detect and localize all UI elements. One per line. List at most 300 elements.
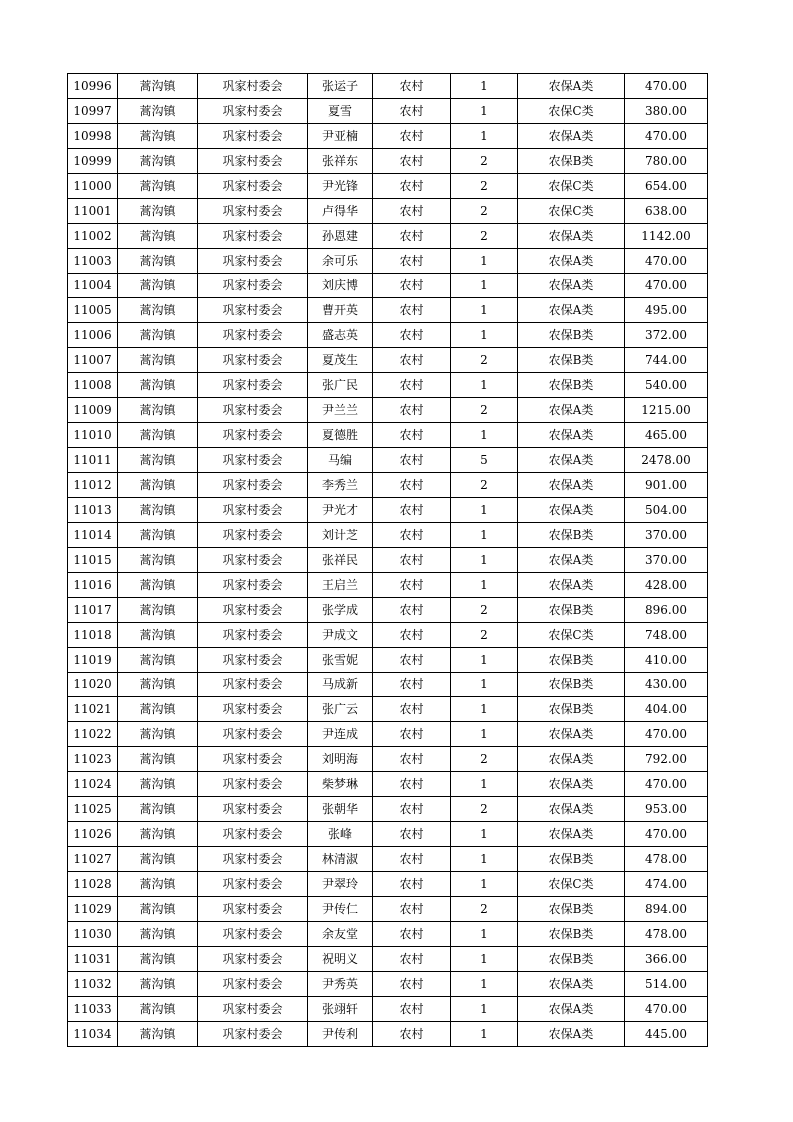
village-cell: 巩家村委会 — [198, 198, 308, 223]
amount-cell: 474.00 — [625, 872, 708, 897]
household-size-cell: 1 — [451, 996, 518, 1021]
amount-cell: 748.00 — [625, 622, 708, 647]
insurance-category-cell: 农保A类 — [518, 572, 625, 597]
amount-cell: 470.00 — [625, 822, 708, 847]
insurance-category-cell: 农保B类 — [518, 847, 625, 872]
area-type-cell: 农村 — [373, 348, 451, 373]
amount-cell: 430.00 — [625, 672, 708, 697]
town-cell: 蒿沟镇 — [118, 971, 198, 996]
name-cell: 张翊轩 — [308, 996, 373, 1021]
area-type-cell: 农村 — [373, 872, 451, 897]
insurance-category-cell: 农保C类 — [518, 198, 625, 223]
village-cell: 巩家村委会 — [198, 173, 308, 198]
name-cell: 尹光才 — [308, 497, 373, 522]
table-row — [68, 173, 708, 198]
name-cell: 刘庆博 — [308, 273, 373, 298]
town-cell: 蒿沟镇 — [118, 497, 198, 522]
table-row — [68, 348, 708, 373]
row-number-cell: 11020 — [68, 672, 118, 697]
village-cell: 巩家村委会 — [198, 772, 308, 797]
table-row — [68, 98, 708, 123]
amount-cell: 470.00 — [625, 248, 708, 273]
village-cell: 巩家村委会 — [198, 98, 308, 123]
table-row — [68, 423, 708, 448]
household-size-cell: 1 — [451, 572, 518, 597]
insurance-category-cell: 农保B类 — [518, 672, 625, 697]
area-type-cell: 农村 — [373, 996, 451, 1021]
insurance-category-cell: 农保B类 — [518, 647, 625, 672]
town-cell: 蒿沟镇 — [118, 822, 198, 847]
household-size-cell: 1 — [451, 298, 518, 323]
amount-cell: 1142.00 — [625, 223, 708, 248]
town-cell: 蒿沟镇 — [118, 797, 198, 822]
table-row — [68, 273, 708, 298]
household-size-cell: 2 — [451, 173, 518, 198]
town-cell: 蒿沟镇 — [118, 423, 198, 448]
name-cell: 张祥东 — [308, 148, 373, 173]
insurance-category-cell: 农保A类 — [518, 772, 625, 797]
area-type-cell: 农村 — [373, 847, 451, 872]
row-number-cell: 11012 — [68, 473, 118, 498]
row-number-cell: 11019 — [68, 647, 118, 672]
town-cell: 蒿沟镇 — [118, 373, 198, 398]
household-size-cell: 1 — [451, 74, 518, 99]
name-cell: 马编 — [308, 448, 373, 473]
area-type-cell: 农村 — [373, 497, 451, 522]
name-cell: 夏茂生 — [308, 348, 373, 373]
town-cell: 蒿沟镇 — [118, 298, 198, 323]
amount-cell: 470.00 — [625, 123, 708, 148]
amount-cell: 478.00 — [625, 921, 708, 946]
name-cell: 尹亚楠 — [308, 123, 373, 148]
table-row — [68, 872, 708, 897]
amount-cell: 495.00 — [625, 298, 708, 323]
table-row — [68, 74, 708, 99]
table-row — [68, 946, 708, 971]
village-cell: 巩家村委会 — [198, 996, 308, 1021]
table-row — [68, 747, 708, 772]
name-cell: 柴梦琳 — [308, 772, 373, 797]
row-number-cell: 11022 — [68, 722, 118, 747]
area-type-cell: 农村 — [373, 722, 451, 747]
row-number-cell: 11021 — [68, 697, 118, 722]
area-type-cell: 农村 — [373, 971, 451, 996]
row-number-cell: 11018 — [68, 622, 118, 647]
table-row — [68, 622, 708, 647]
insurance-category-cell: 农保A类 — [518, 971, 625, 996]
area-type-cell: 农村 — [373, 946, 451, 971]
area-type-cell: 农村 — [373, 223, 451, 248]
household-size-cell: 1 — [451, 1021, 518, 1046]
row-number-cell: 11005 — [68, 298, 118, 323]
town-cell: 蒿沟镇 — [118, 323, 198, 348]
name-cell: 张运子 — [308, 74, 373, 99]
row-number-cell: 11001 — [68, 198, 118, 223]
table-row — [68, 323, 708, 348]
table-row — [68, 522, 708, 547]
household-size-cell: 2 — [451, 896, 518, 921]
name-cell: 尹连成 — [308, 722, 373, 747]
row-number-cell: 11004 — [68, 273, 118, 298]
household-size-cell: 1 — [451, 497, 518, 522]
area-type-cell: 农村 — [373, 148, 451, 173]
name-cell: 盛志英 — [308, 323, 373, 348]
village-cell: 巩家村委会 — [198, 946, 308, 971]
household-size-cell: 5 — [451, 448, 518, 473]
insurance-category-cell: 农保B类 — [518, 597, 625, 622]
table-row — [68, 597, 708, 622]
household-size-cell: 2 — [451, 597, 518, 622]
table-row — [68, 847, 708, 872]
area-type-cell: 农村 — [373, 323, 451, 348]
row-number-cell: 11015 — [68, 547, 118, 572]
name-cell: 王启兰 — [308, 572, 373, 597]
area-type-cell: 农村 — [373, 123, 451, 148]
village-cell: 巩家村委会 — [198, 298, 308, 323]
area-type-cell: 农村 — [373, 398, 451, 423]
insurance-category-cell: 农保A类 — [518, 473, 625, 498]
amount-cell: 896.00 — [625, 597, 708, 622]
table-row — [68, 1021, 708, 1046]
village-cell: 巩家村委会 — [198, 872, 308, 897]
amount-cell: 470.00 — [625, 722, 708, 747]
village-cell: 巩家村委会 — [198, 896, 308, 921]
row-number-cell: 11017 — [68, 597, 118, 622]
household-size-cell: 1 — [451, 697, 518, 722]
row-number-cell: 11031 — [68, 946, 118, 971]
village-cell: 巩家村委会 — [198, 522, 308, 547]
amount-cell: 792.00 — [625, 747, 708, 772]
name-cell: 余可乐 — [308, 248, 373, 273]
amount-cell: 370.00 — [625, 522, 708, 547]
household-size-cell: 1 — [451, 822, 518, 847]
insurance-category-cell: 农保A类 — [518, 273, 625, 298]
village-cell: 巩家村委会 — [198, 672, 308, 697]
name-cell: 夏德胜 — [308, 423, 373, 448]
town-cell: 蒿沟镇 — [118, 74, 198, 99]
insurance-category-cell: 农保A类 — [518, 298, 625, 323]
insurance-category-cell: 农保C类 — [518, 173, 625, 198]
row-number-cell: 10998 — [68, 123, 118, 148]
village-cell: 巩家村委会 — [198, 847, 308, 872]
row-number-cell: 11027 — [68, 847, 118, 872]
household-size-cell: 2 — [451, 148, 518, 173]
amount-cell: 780.00 — [625, 148, 708, 173]
village-cell: 巩家村委会 — [198, 373, 308, 398]
name-cell: 刘明海 — [308, 747, 373, 772]
area-type-cell: 农村 — [373, 822, 451, 847]
table-row — [68, 672, 708, 697]
town-cell: 蒿沟镇 — [118, 173, 198, 198]
village-cell: 巩家村委会 — [198, 971, 308, 996]
insurance-category-cell: 农保A类 — [518, 1021, 625, 1046]
row-number-cell: 10996 — [68, 74, 118, 99]
name-cell: 张祥民 — [308, 547, 373, 572]
row-number-cell: 11032 — [68, 971, 118, 996]
amount-cell: 2478.00 — [625, 448, 708, 473]
town-cell: 蒿沟镇 — [118, 647, 198, 672]
amount-cell: 540.00 — [625, 373, 708, 398]
row-number-cell: 11034 — [68, 1021, 118, 1046]
insurance-category-cell: 农保A类 — [518, 797, 625, 822]
town-cell: 蒿沟镇 — [118, 98, 198, 123]
village-cell: 巩家村委会 — [198, 273, 308, 298]
roster-table — [67, 73, 708, 1047]
area-type-cell: 农村 — [373, 74, 451, 99]
village-cell: 巩家村委会 — [198, 448, 308, 473]
insurance-category-cell: 农保A类 — [518, 722, 625, 747]
amount-cell: 445.00 — [625, 1021, 708, 1046]
village-cell: 巩家村委会 — [198, 123, 308, 148]
area-type-cell: 农村 — [373, 672, 451, 697]
household-size-cell: 1 — [451, 248, 518, 273]
town-cell: 蒿沟镇 — [118, 747, 198, 772]
name-cell: 尹秀英 — [308, 971, 373, 996]
amount-cell: 366.00 — [625, 946, 708, 971]
town-cell: 蒿沟镇 — [118, 1021, 198, 1046]
amount-cell: 901.00 — [625, 473, 708, 498]
row-number-cell: 11033 — [68, 996, 118, 1021]
table-row — [68, 572, 708, 597]
household-size-cell: 1 — [451, 722, 518, 747]
name-cell: 孙恩建 — [308, 223, 373, 248]
name-cell: 余友堂 — [308, 921, 373, 946]
table-row — [68, 298, 708, 323]
row-number-cell: 11014 — [68, 522, 118, 547]
row-number-cell: 11000 — [68, 173, 118, 198]
household-size-cell: 1 — [451, 522, 518, 547]
insurance-category-cell: 农保B类 — [518, 373, 625, 398]
area-type-cell: 农村 — [373, 448, 451, 473]
table-row — [68, 722, 708, 747]
village-cell: 巩家村委会 — [198, 148, 308, 173]
household-size-cell: 2 — [451, 473, 518, 498]
insurance-category-cell: 农保A类 — [518, 822, 625, 847]
town-cell: 蒿沟镇 — [118, 996, 198, 1021]
name-cell: 尹兰兰 — [308, 398, 373, 423]
row-number-cell: 11028 — [68, 872, 118, 897]
town-cell: 蒿沟镇 — [118, 597, 198, 622]
row-number-cell: 11013 — [68, 497, 118, 522]
area-type-cell: 农村 — [373, 597, 451, 622]
village-cell: 巩家村委会 — [198, 1021, 308, 1046]
area-type-cell: 农村 — [373, 423, 451, 448]
name-cell: 张雪妮 — [308, 647, 373, 672]
insurance-category-cell: 农保A类 — [518, 123, 625, 148]
amount-cell: 504.00 — [625, 497, 708, 522]
town-cell: 蒿沟镇 — [118, 872, 198, 897]
insurance-category-cell: 农保A类 — [518, 423, 625, 448]
village-cell: 巩家村委会 — [198, 398, 308, 423]
area-type-cell: 农村 — [373, 1021, 451, 1046]
town-cell: 蒿沟镇 — [118, 847, 198, 872]
amount-cell: 465.00 — [625, 423, 708, 448]
household-size-cell: 1 — [451, 946, 518, 971]
town-cell: 蒿沟镇 — [118, 896, 198, 921]
name-cell: 祝明义 — [308, 946, 373, 971]
table-row — [68, 223, 708, 248]
household-size-cell: 1 — [451, 872, 518, 897]
row-number-cell: 11010 — [68, 423, 118, 448]
insurance-category-cell: 农保B类 — [518, 896, 625, 921]
insurance-category-cell: 农保B类 — [518, 946, 625, 971]
household-size-cell: 2 — [451, 797, 518, 822]
roster-body — [68, 74, 708, 1047]
household-size-cell: 1 — [451, 971, 518, 996]
row-number-cell: 11002 — [68, 223, 118, 248]
amount-cell: 380.00 — [625, 98, 708, 123]
table-row — [68, 198, 708, 223]
insurance-category-cell: 农保A类 — [518, 74, 625, 99]
area-type-cell: 农村 — [373, 547, 451, 572]
name-cell: 尹成文 — [308, 622, 373, 647]
area-type-cell: 农村 — [373, 647, 451, 672]
town-cell: 蒿沟镇 — [118, 398, 198, 423]
area-type-cell: 农村 — [373, 473, 451, 498]
village-cell: 巩家村委会 — [198, 248, 308, 273]
table-row — [68, 822, 708, 847]
village-cell: 巩家村委会 — [198, 473, 308, 498]
insurance-category-cell: 农保C类 — [518, 622, 625, 647]
table-row — [68, 148, 708, 173]
row-number-cell: 11011 — [68, 448, 118, 473]
name-cell: 马成新 — [308, 672, 373, 697]
amount-cell: 514.00 — [625, 971, 708, 996]
household-size-cell: 1 — [451, 323, 518, 348]
insurance-category-cell: 农保C类 — [518, 872, 625, 897]
area-type-cell: 农村 — [373, 747, 451, 772]
village-cell: 巩家村委会 — [198, 423, 308, 448]
insurance-category-cell: 农保B类 — [518, 522, 625, 547]
town-cell: 蒿沟镇 — [118, 198, 198, 223]
town-cell: 蒿沟镇 — [118, 522, 198, 547]
table-row — [68, 373, 708, 398]
town-cell: 蒿沟镇 — [118, 148, 198, 173]
town-cell: 蒿沟镇 — [118, 473, 198, 498]
town-cell: 蒿沟镇 — [118, 547, 198, 572]
area-type-cell: 农村 — [373, 896, 451, 921]
row-number-cell: 10999 — [68, 148, 118, 173]
table-row — [68, 921, 708, 946]
name-cell: 尹翠玲 — [308, 872, 373, 897]
row-number-cell: 11003 — [68, 248, 118, 273]
area-type-cell: 农村 — [373, 772, 451, 797]
insurance-category-cell: 农保A类 — [518, 747, 625, 772]
village-cell: 巩家村委会 — [198, 697, 308, 722]
row-number-cell: 11008 — [68, 373, 118, 398]
town-cell: 蒿沟镇 — [118, 946, 198, 971]
area-type-cell: 农村 — [373, 273, 451, 298]
amount-cell: 470.00 — [625, 74, 708, 99]
name-cell: 张广民 — [308, 373, 373, 398]
table-row — [68, 697, 708, 722]
area-type-cell: 农村 — [373, 198, 451, 223]
town-cell: 蒿沟镇 — [118, 348, 198, 373]
village-cell: 巩家村委会 — [198, 647, 308, 672]
insurance-category-cell: 农保A类 — [518, 223, 625, 248]
town-cell: 蒿沟镇 — [118, 223, 198, 248]
name-cell: 刘计芝 — [308, 522, 373, 547]
name-cell: 张朝华 — [308, 797, 373, 822]
row-number-cell: 11029 — [68, 896, 118, 921]
village-cell: 巩家村委会 — [198, 597, 308, 622]
amount-cell: 470.00 — [625, 772, 708, 797]
amount-cell: 638.00 — [625, 198, 708, 223]
insurance-category-cell: 农保A类 — [518, 248, 625, 273]
name-cell: 夏雪 — [308, 98, 373, 123]
amount-cell: 470.00 — [625, 996, 708, 1021]
town-cell: 蒿沟镇 — [118, 448, 198, 473]
name-cell: 林清淑 — [308, 847, 373, 872]
household-size-cell: 2 — [451, 348, 518, 373]
amount-cell: 1215.00 — [625, 398, 708, 423]
town-cell: 蒿沟镇 — [118, 921, 198, 946]
area-type-cell: 农村 — [373, 373, 451, 398]
insurance-category-cell: 农保A类 — [518, 448, 625, 473]
town-cell: 蒿沟镇 — [118, 248, 198, 273]
row-number-cell: 11009 — [68, 398, 118, 423]
town-cell: 蒿沟镇 — [118, 672, 198, 697]
amount-cell: 744.00 — [625, 348, 708, 373]
table-row — [68, 647, 708, 672]
village-cell: 巩家村委会 — [198, 497, 308, 522]
town-cell: 蒿沟镇 — [118, 572, 198, 597]
household-size-cell: 2 — [451, 622, 518, 647]
village-cell: 巩家村委会 — [198, 223, 308, 248]
household-size-cell: 1 — [451, 547, 518, 572]
village-cell: 巩家村委会 — [198, 747, 308, 772]
insurance-category-cell: 农保A类 — [518, 996, 625, 1021]
name-cell: 张峰 — [308, 822, 373, 847]
insurance-category-cell: 农保B类 — [518, 697, 625, 722]
village-cell: 巩家村委会 — [198, 822, 308, 847]
household-size-cell: 2 — [451, 198, 518, 223]
row-number-cell: 11007 — [68, 348, 118, 373]
area-type-cell: 农村 — [373, 173, 451, 198]
household-size-cell: 2 — [451, 747, 518, 772]
amount-cell: 470.00 — [625, 273, 708, 298]
table-row — [68, 248, 708, 273]
amount-cell: 372.00 — [625, 323, 708, 348]
household-size-cell: 1 — [451, 98, 518, 123]
area-type-cell: 农村 — [373, 622, 451, 647]
row-number-cell: 11006 — [68, 323, 118, 348]
village-cell: 巩家村委会 — [198, 572, 308, 597]
village-cell: 巩家村委会 — [198, 348, 308, 373]
name-cell: 张广云 — [308, 697, 373, 722]
table-row — [68, 448, 708, 473]
town-cell: 蒿沟镇 — [118, 722, 198, 747]
village-cell: 巩家村委会 — [198, 722, 308, 747]
table-row — [68, 473, 708, 498]
name-cell: 曹开英 — [308, 298, 373, 323]
table-row — [68, 896, 708, 921]
household-size-cell: 1 — [451, 273, 518, 298]
row-number-cell: 11025 — [68, 797, 118, 822]
insurance-category-cell: 农保A类 — [518, 398, 625, 423]
amount-cell: 428.00 — [625, 572, 708, 597]
household-size-cell: 2 — [451, 223, 518, 248]
table-row — [68, 772, 708, 797]
amount-cell: 654.00 — [625, 173, 708, 198]
household-size-cell: 2 — [451, 398, 518, 423]
name-cell: 李秀兰 — [308, 473, 373, 498]
row-number-cell: 11026 — [68, 822, 118, 847]
row-number-cell: 11023 — [68, 747, 118, 772]
area-type-cell: 农村 — [373, 572, 451, 597]
village-cell: 巩家村委会 — [198, 921, 308, 946]
row-number-cell: 11030 — [68, 921, 118, 946]
